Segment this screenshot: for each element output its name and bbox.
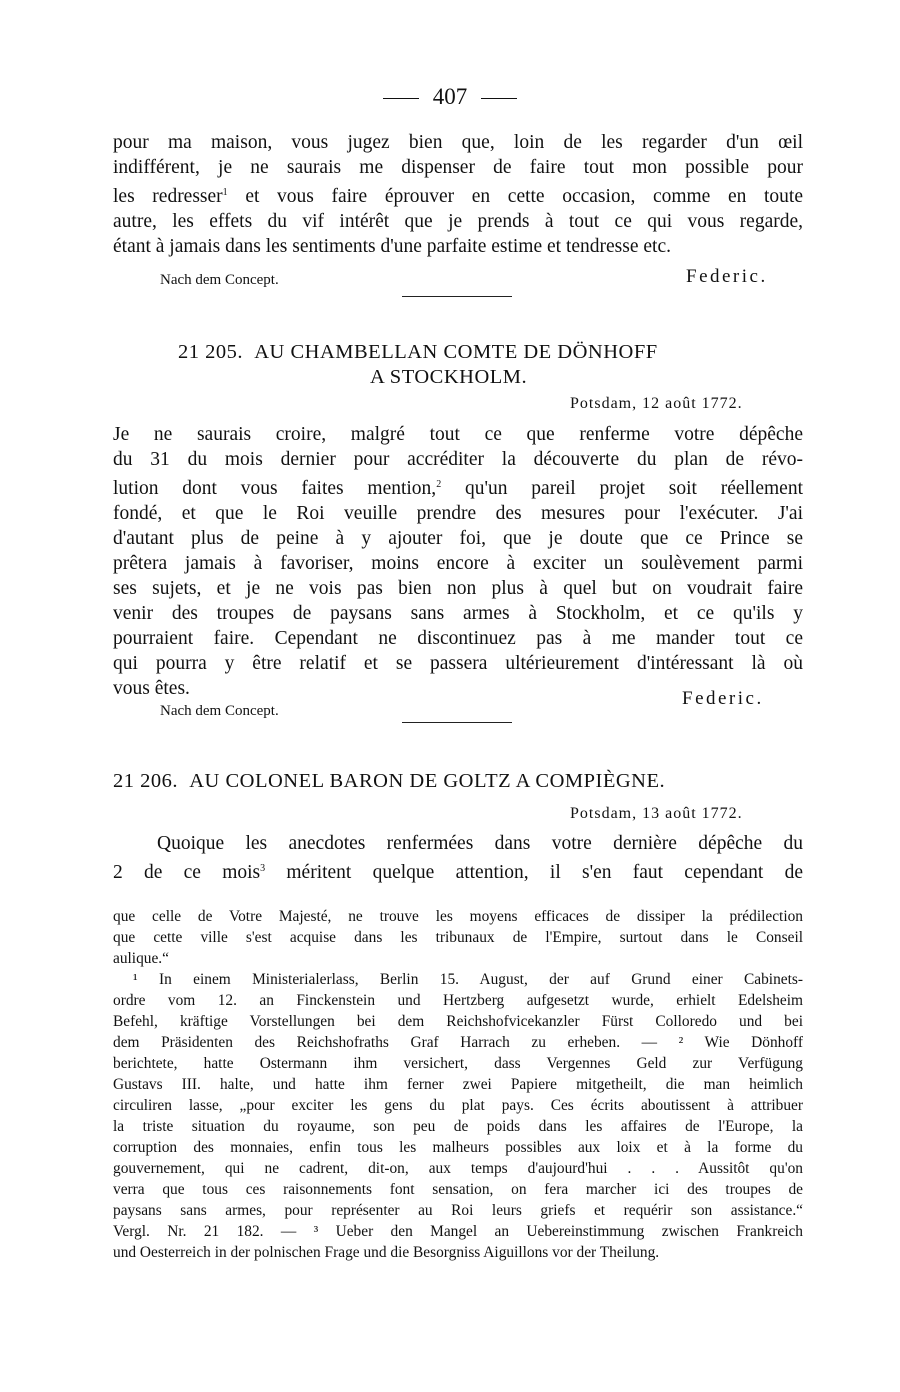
continuation-paragraph bbox=[113, 130, 803, 259]
footnote-line: gouvernement, qui ne cadrent, dit-on, aux temps d'aujourd'hui . . . Aussitôt qu'on bbox=[113, 1160, 803, 1177]
signature: Federic. bbox=[686, 266, 768, 287]
footnote-line: que celle de Votre Majesté, ne trouve les moyens efficaces de dissiper la prédilection bbox=[113, 908, 803, 925]
letter-heading bbox=[178, 341, 658, 364]
footnote-line: dem Präsidenten des Reichshofraths Graf Harrach zu erheben. — ² Wie Dönhoff bbox=[113, 1034, 803, 1051]
source-note: Nach dem Concept. bbox=[160, 703, 279, 719]
letter-number: 21 205. bbox=[178, 341, 243, 363]
page-header bbox=[0, 84, 900, 110]
footnote-line: Vergl. Nr. 21 182. — ³ Ueber den Mangel an Uebereinstimmung zwischen Frankreich bbox=[113, 1223, 803, 1240]
text-line: lution dont vous faites mention,$^2$ qu'un pareil projet soit réellement bbox=[113, 478, 803, 499]
text-line: pourraient faire. Cependant ne discontinuez pas à me mander tout ce bbox=[113, 628, 803, 649]
letter-body bbox=[113, 422, 803, 701]
dateline: Potsdam, 13 août 1772. bbox=[570, 805, 743, 822]
footnote-line: aulique.“ bbox=[113, 950, 169, 967]
footnote-line: berichtete, hatte Ostermann ihm versichert, dass Vergennes Geld zur Verfügung bbox=[113, 1055, 803, 1072]
letter-heading bbox=[113, 770, 665, 793]
text-line: étant à jamais dans les sentiments d'une parfaite estime et tendresse etc. bbox=[113, 236, 671, 257]
header-dash-right bbox=[481, 98, 517, 99]
footnote-line: que cette ville s'est acquise dans les tribunaux de l'Empire, surtout dans le Conseil bbox=[113, 929, 803, 946]
text-line: pour ma maison, vous jugez bien que, loin de les regarder d'un œil bbox=[113, 132, 803, 153]
text-line: 2 de ce mois$^3$ méritent quelque attention, il s'en faut cependant de bbox=[113, 862, 803, 883]
text-line: d'autant plus de peine à y ajouter foi, que je doute que ce Prince se bbox=[113, 528, 803, 549]
footnote-ref: 1 bbox=[222, 187, 228, 198]
text-line: autre, les effets du vif intérêt que je prends à tout ce qui vous regarde, bbox=[113, 211, 803, 232]
text-line: Quoique les anecdotes renfermées dans votre dernière dépêche du bbox=[157, 833, 803, 854]
letter-body bbox=[113, 831, 803, 885]
text-line: du 31 du mois dernier pour accréditer la découverte du plan de révo- bbox=[113, 449, 803, 470]
letter-title-line2: A STOCKHOLM. bbox=[370, 366, 528, 388]
footnote-line: ordre vom 12. an Finckenstein und Hertzberg aufgesetzt wurde, erhielt Edelsheim bbox=[113, 992, 803, 1009]
footnote-line: circuliren lasse, „pour exciter les gens du plat pays. Ces écrits aboutissent à attribuer bbox=[113, 1097, 803, 1114]
dateline: Potsdam, 12 août 1772. bbox=[570, 395, 743, 412]
source-note: Nach dem Concept. bbox=[160, 272, 279, 288]
text-line: prêtera jamais à favoriser, moins encore à exciter un soulèvement parmi bbox=[113, 553, 803, 574]
footnote-line: Befehl, kräftige Vorstellungen bei dem Reichshofvicekanzler Fürst Colloredo und bei bbox=[113, 1013, 803, 1030]
footnote-line: Gustavs III. halte, und hatte ihm ferner zwei Papiere mitgetheilt, die man heimlich bbox=[113, 1076, 803, 1093]
separator-rule bbox=[402, 722, 512, 723]
footnote-line: corruption des monnaies, enfin tous les malheurs possibles aux loix et à la forme du bbox=[113, 1139, 803, 1156]
text-line: qui pourra y être relatif et se passera ultérieurement d'intéressant là où bbox=[113, 653, 803, 674]
footnote-line: und Oesterreich in der polnischen Frage und die Besorgniss Aiguillons vor der Theilung. bbox=[113, 1244, 660, 1261]
separator-rule bbox=[402, 296, 512, 297]
footnote-ref: 2 bbox=[436, 479, 442, 490]
text-line: vous êtes. bbox=[113, 678, 190, 699]
footnote-line: ¹ In einem Ministerialerlass, Berlin 15. August, der auf Grund einer Cabinets- bbox=[133, 971, 803, 988]
text-line: indifférent, je ne saurais me dispenser de faire tout mon possible pour bbox=[113, 157, 803, 178]
letter-title: AU CHAMBELLAN COMTE DE DÖNHOFF bbox=[254, 341, 658, 363]
footnote-ref: 3 bbox=[260, 863, 266, 874]
footnote-line: la triste situation du royaume, son peu de poids dans les affaires de l'Europe, la bbox=[113, 1118, 803, 1135]
letter-title: AU COLONEL BARON DE GOLTZ A COMPIÈGNE. bbox=[189, 770, 666, 792]
letter-number: 21 206. bbox=[113, 770, 178, 792]
page-number: 407 bbox=[432, 84, 468, 109]
footnote-line: paysans sans armes, pour représenter au Roi leurs griefs et requérir son assistance.“ bbox=[113, 1202, 803, 1219]
text-line: les redresser$^1$ et vous faire éprouver en cette occasion, comme en toute bbox=[113, 186, 803, 207]
text-line: ses sujets, et je ne vois pas bien non plus à quel but on voudrait faire bbox=[113, 578, 803, 599]
text-line: Je ne saurais croire, malgré tout ce que renferme votre dépêche bbox=[113, 424, 803, 445]
header-dash-left bbox=[383, 98, 419, 99]
text-line: fondé, et que le Roi veuille prendre des mesures pour l'exécuter. J'ai bbox=[113, 503, 803, 524]
footnote-line: verra que tous ces raisonnements font sensation, on fera marcher ici des troupes de bbox=[113, 1181, 803, 1198]
text-line: venir des troupes de paysans sans armes à Stockholm, et ce qu'ils y bbox=[113, 603, 803, 624]
signature: Federic. bbox=[682, 688, 764, 709]
footnotes bbox=[113, 906, 803, 1263]
